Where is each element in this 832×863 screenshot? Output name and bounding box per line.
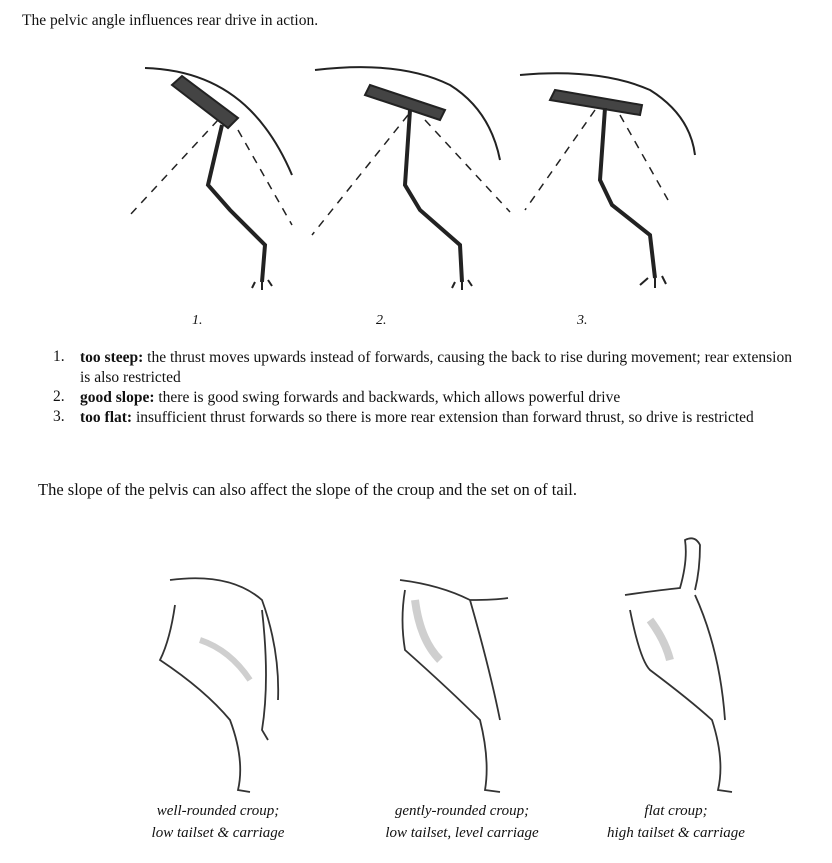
pelvis-leg-illustration-2	[312, 67, 510, 290]
pelvis-leg-illustration-3	[520, 73, 695, 288]
intro-text: The pelvic angle influences rear drive in action.	[22, 12, 319, 29]
list-term: too steep:	[80, 349, 144, 366]
list-description: the thrust moves upwards instead of forwards, causing the back to rise during movement; rear extension is also restricted	[80, 349, 792, 386]
croup-illustration-1	[160, 578, 278, 792]
list-description: insufficient thrust forwards so there is more rear extension than forward thrust, so drive is restricted	[132, 409, 754, 426]
caption-2	[342, 800, 582, 844]
caption-line: low tailset & carriage	[151, 825, 285, 841]
croup-illustration-2	[400, 580, 508, 792]
figure-label-1: 1.	[192, 313, 203, 328]
paragraph-text: The slope of the pelvis can also affect the slope of the croup and the set on of tail.	[38, 480, 577, 499]
caption-line: flat croup;	[644, 803, 708, 819]
figure-label-3: 3.	[577, 313, 588, 328]
list-text	[80, 348, 800, 388]
list-text	[80, 408, 800, 428]
list-number: 2.	[53, 388, 65, 405]
list-number: 1.	[53, 348, 65, 365]
list-description: there is good swing forwards and backwards, which allows powerful drive	[154, 389, 621, 406]
croup-illustration-3	[625, 538, 732, 792]
pelvis-leg-illustration-1	[130, 68, 292, 290]
list-term: good slope:	[80, 389, 155, 406]
caption-line: high tailset & carriage	[607, 825, 745, 841]
caption-line: well-rounded croup;	[156, 803, 280, 819]
list-number: 3.	[53, 408, 65, 425]
caption-line: gently-rounded croup;	[394, 803, 530, 819]
caption-line: low tailset, level carriage	[385, 825, 539, 841]
list-term: too flat:	[80, 409, 133, 426]
caption-3	[556, 800, 796, 844]
list-text	[80, 388, 800, 408]
caption-1	[98, 800, 338, 844]
figure-label-2: 2.	[376, 313, 387, 328]
